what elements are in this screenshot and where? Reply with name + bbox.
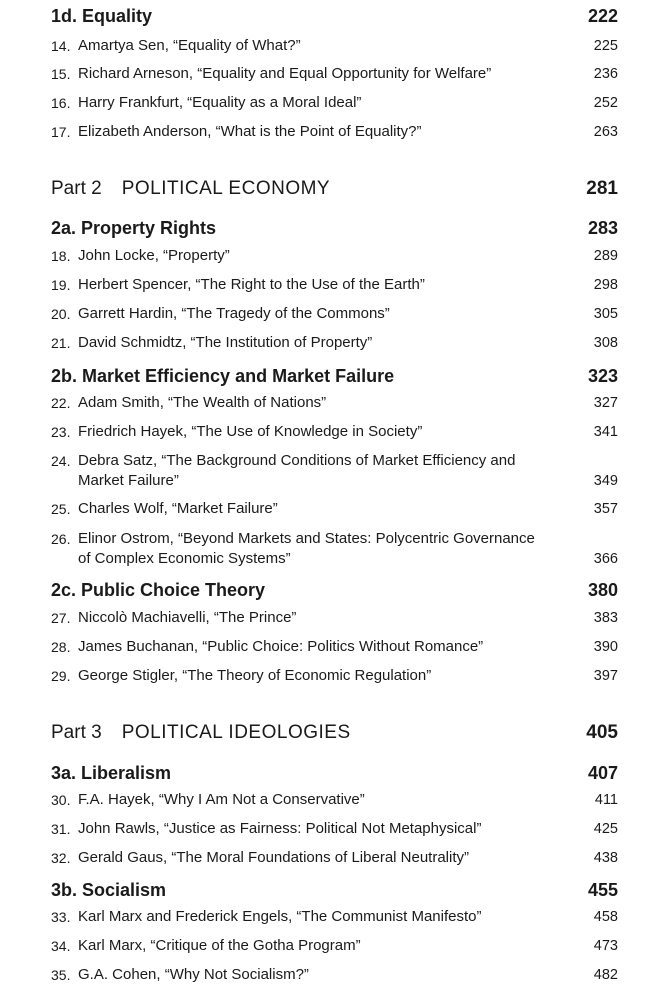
toc-entry [0, 64, 654, 90]
page-number: 327 [593, 395, 618, 411]
page-number: 283 [587, 218, 618, 238]
entry-number: 33. [51, 909, 71, 925]
entry-title: Adam Smith, “The Wealth of Nations” [78, 394, 327, 411]
entry-title: Charles Wolf, “Market Failure” [78, 500, 278, 517]
page-number: 341 [593, 424, 618, 440]
page-number: 323 [587, 366, 618, 386]
entry-title: David Schmidtz, “The Institution of Property” [78, 334, 373, 351]
toc-entry [0, 965, 654, 991]
page-number: 405 [586, 722, 618, 743]
entry-title: G.A. Cohen, “Why Not Socialism?” [78, 966, 309, 983]
page-number: 236 [593, 66, 618, 82]
page-number: 308 [593, 335, 618, 351]
entry-number: 30. [51, 792, 71, 808]
section-title: 3b. Socialism [51, 880, 167, 900]
page-number: 225 [593, 38, 618, 54]
entry-title: John Rawls, “Justice as Fairness: Political Not Metaphysical” [78, 820, 482, 837]
page-number: 281 [586, 178, 618, 199]
toc-section [0, 761, 654, 789]
entry-number: 26. [51, 531, 71, 547]
page-number: 289 [593, 248, 618, 264]
entry-number: 32. [51, 850, 71, 866]
page-number: 407 [587, 763, 618, 783]
toc-part [0, 176, 654, 204]
entry-title: Niccolò Machiavelli, “The Prince” [78, 609, 297, 626]
entry-number: 23. [51, 424, 71, 440]
page-number: 390 [593, 639, 618, 655]
toc-section [0, 578, 654, 606]
entry-number: 29. [51, 668, 71, 684]
entry-title: Gerald Gaus, “The Moral Foundations of Liberal Neutrality” [78, 849, 470, 866]
toc-entry [0, 907, 654, 933]
entry-title: Elinor Ostrom, “Beyond Markets and States: Polycentric Governance of Complex Economic Systems” [78, 530, 535, 567]
toc-entry [0, 275, 654, 301]
toc-entry [0, 529, 654, 575]
toc-entry [0, 499, 654, 525]
toc-entry [0, 304, 654, 330]
entry-number: 24. [51, 453, 71, 469]
page-number: 482 [593, 967, 618, 983]
toc-entry [0, 936, 654, 962]
entry-title: Harry Frankfurt, “Equality as a Moral Ideal” [78, 94, 362, 111]
toc-section [0, 878, 654, 906]
toc-entry [0, 36, 654, 62]
part-title: POLITICAL IDEOLOGIES [121, 722, 351, 743]
entry-title: Karl Marx, “Critique of the Gotha Program” [78, 937, 361, 954]
toc-section [0, 364, 654, 392]
entry-number: 28. [51, 639, 71, 655]
entry-number: 14. [51, 38, 71, 54]
part-label: Part 2 [51, 178, 102, 199]
entry-title: Herbert Spencer, “The Right to the Use of the Earth” [78, 276, 425, 293]
section-title: 2a. Property Rights [51, 218, 217, 238]
entry-number: 34. [51, 938, 71, 954]
part-label: Part 3 [51, 722, 102, 743]
toc-section [0, 4, 654, 32]
page-number: 455 [587, 880, 618, 900]
entry-number: 22. [51, 395, 71, 411]
toc-part [0, 720, 654, 748]
entry-title: John Locke, “Property” [78, 247, 230, 264]
page-number: 252 [593, 95, 618, 111]
toc-entry [0, 451, 654, 497]
page-number: 458 [593, 909, 618, 925]
section-title: 2b. Market Efficiency and Market Failure [51, 366, 395, 386]
page-number: 298 [593, 277, 618, 293]
entry-title: Elizabeth Anderson, “What is the Point of Equality?” [78, 123, 422, 140]
page-number: 411 [594, 792, 618, 808]
toc-entry [0, 637, 654, 663]
toc-entry [0, 790, 654, 816]
page-number: 357 [593, 501, 618, 517]
entry-number: 25. [51, 501, 71, 517]
page-number: 397 [593, 668, 618, 684]
section-title: 3a. Liberalism [51, 763, 172, 783]
part-heading [51, 178, 330, 200]
entry-title: Debra Satz, “The Background Conditions of Market Efficiency and Market Failure” [78, 452, 516, 489]
entry-number: 18. [51, 248, 71, 264]
page-number: 222 [587, 6, 618, 26]
page-number: 263 [593, 124, 618, 140]
entry-title: Friedrich Hayek, “The Use of Knowledge in Society” [78, 423, 423, 440]
section-title: 1d. Equality [51, 6, 153, 26]
section-title: 2c. Public Choice Theory [51, 580, 266, 600]
entry-number: 17. [51, 124, 71, 140]
entry-title: Richard Arneson, “Equality and Equal Opportunity for Welfare” [78, 65, 492, 82]
entry-number: 35. [51, 967, 71, 983]
toc-entry [0, 122, 654, 148]
toc-entry [0, 819, 654, 845]
entry-title: Karl Marx and Frederick Engels, “The Communist Manifesto” [78, 908, 482, 925]
page-number: 349 [593, 473, 618, 489]
toc-entry [0, 393, 654, 419]
page-number: 305 [593, 306, 618, 322]
part-heading [51, 722, 351, 744]
toc-entry [0, 422, 654, 448]
entry-title: Amartya Sen, “Equality of What?” [78, 37, 301, 54]
entry-number: 31. [51, 821, 71, 837]
toc-entry [0, 333, 654, 359]
entry-number: 27. [51, 610, 71, 626]
entry-number: 15. [51, 66, 71, 82]
entry-title: F.A. Hayek, “Why I Am Not a Conservative” [78, 791, 365, 808]
page-number: 366 [593, 551, 618, 567]
toc-entry [0, 666, 654, 692]
page-number: 380 [587, 580, 618, 600]
toc-entry [0, 848, 654, 874]
page-number: 438 [593, 850, 618, 866]
entry-title: Garrett Hardin, “The Tragedy of the Commons” [78, 305, 390, 322]
entry-number: 20. [51, 306, 71, 322]
toc-entry [0, 93, 654, 119]
page-number: 473 [593, 938, 618, 954]
entry-number: 16. [51, 95, 71, 111]
page-number: 383 [593, 610, 618, 626]
entry-title: George Stigler, “The Theory of Economic Regulation” [78, 667, 432, 684]
entry-number: 21. [51, 335, 71, 351]
toc-entry [0, 246, 654, 272]
part-title: POLITICAL ECONOMY [121, 178, 331, 199]
entry-number: 19. [51, 277, 71, 293]
page-number: 425 [593, 821, 618, 837]
entry-title: James Buchanan, “Public Choice: Politics Without Romance” [78, 638, 484, 655]
toc-entry [0, 608, 654, 634]
toc-section [0, 216, 654, 244]
